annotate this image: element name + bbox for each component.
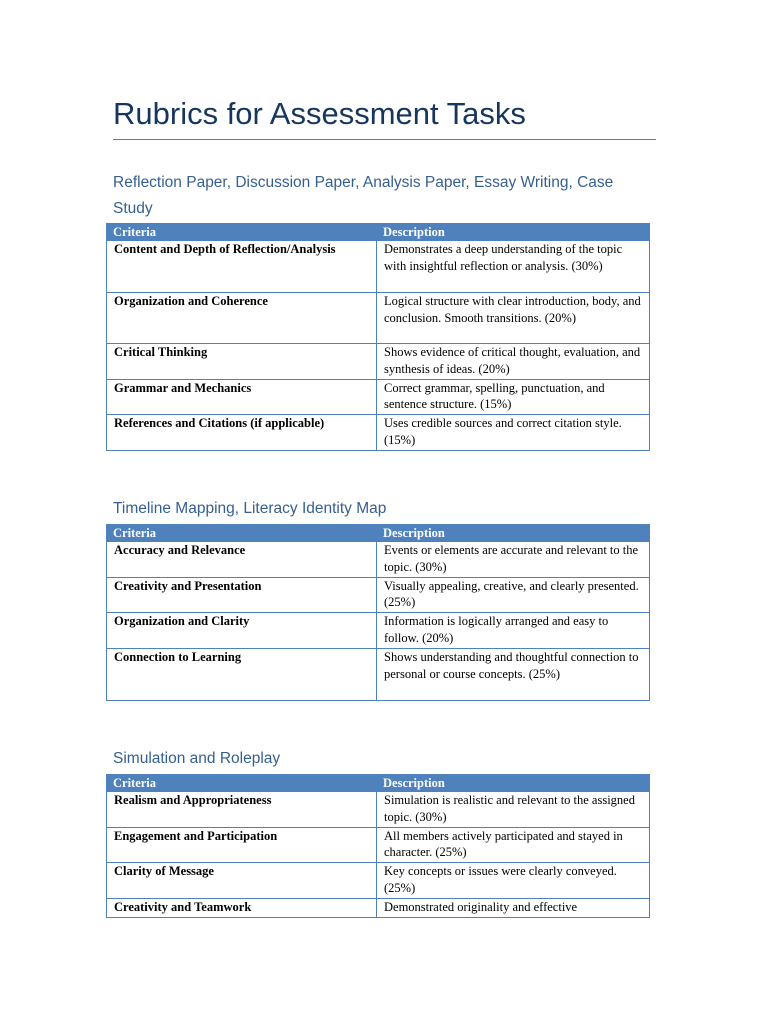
criteria-cell: Grammar and Mechanics <box>107 379 377 415</box>
title-divider <box>113 139 656 140</box>
table-row <box>107 863 650 899</box>
column-header-description: Description <box>377 775 650 792</box>
table-row <box>107 577 650 613</box>
table-row <box>107 415 650 451</box>
description-cell: All members actively participated and stayed in character. (25%) <box>377 827 650 863</box>
column-header-criteria: Criteria <box>107 775 377 792</box>
section-heading-reflection-paper: Reflection Paper, Discussion Paper, Analysis Paper, Essay Writing, Case Study <box>113 174 614 217</box>
description-cell: Visually appealing, creative, and clearly presented. (25%) <box>377 577 650 613</box>
description-cell: Shows understanding and thoughtful connection to personal or course concepts. (25%) <box>377 648 650 700</box>
criteria-cell: Connection to Learning <box>107 648 377 700</box>
criteria-cell: Accuracy and Relevance <box>107 542 377 578</box>
table-row <box>107 241 650 293</box>
description-cell: Key concepts or issues were clearly conveyed. (25%) <box>377 863 650 899</box>
description-cell: Correct grammar, spelling, punctuation, and sentence structure. (15%) <box>377 379 650 415</box>
criteria-cell: Engagement and Participation <box>107 827 377 863</box>
description-cell: Information is logically arranged and easy to follow. (20%) <box>377 613 650 649</box>
table-header-row <box>107 525 650 542</box>
table-row <box>107 542 650 578</box>
table-row <box>107 792 650 828</box>
description-cell: Demonstrates a deep understanding of the topic with insightful reflection or analysis. (30%) <box>377 241 650 293</box>
criteria-cell: Content and Depth of Reflection/Analysis <box>107 241 377 293</box>
description-cell: Simulation is realistic and relevant to the assigned topic. (30%) <box>377 792 650 828</box>
column-header-criteria: Criteria <box>107 224 377 241</box>
table-row <box>107 613 650 649</box>
column-header-description: Description <box>377 224 650 241</box>
table-header-row <box>107 224 650 241</box>
rubric-table-timeline-mapping <box>106 524 650 701</box>
rubric-table-reflection-paper <box>106 223 650 451</box>
criteria-cell: Realism and Appropriateness <box>107 792 377 828</box>
table-row <box>107 344 650 380</box>
description-cell: Events or elements are accurate and relevant to the topic. (30%) <box>377 542 650 578</box>
criteria-cell: Critical Thinking <box>107 344 377 380</box>
column-header-description: Description <box>377 525 650 542</box>
criteria-cell: Organization and Coherence <box>107 293 377 344</box>
criteria-cell: Creativity and Teamwork <box>107 898 377 917</box>
section-heading-timeline-mapping: Timeline Mapping, Literacy Identity Map <box>113 500 387 517</box>
criteria-cell: Creativity and Presentation <box>107 577 377 613</box>
rubric-table-simulation-roleplay <box>106 774 650 918</box>
table-header-row <box>107 775 650 792</box>
description-cell: Shows evidence of critical thought, evaluation, and synthesis of ideas. (20%) <box>377 344 650 380</box>
page-title: Rubrics for Assessment Tasks <box>113 96 526 131</box>
description-cell: Logical structure with clear introduction, body, and conclusion. Smooth transitions. (20%) <box>377 293 650 344</box>
table-row <box>107 293 650 344</box>
description-cell: Uses credible sources and correct citation style. (15%) <box>377 415 650 451</box>
section-heading-simulation-roleplay: Simulation and Roleplay <box>113 750 281 767</box>
criteria-cell: Clarity of Message <box>107 863 377 899</box>
description-cell: Demonstrated originality and effective <box>377 898 650 917</box>
table-row <box>107 379 650 415</box>
table-row <box>107 898 650 917</box>
criteria-cell: References and Citations (if applicable) <box>107 415 377 451</box>
criteria-cell: Organization and Clarity <box>107 613 377 649</box>
column-header-criteria: Criteria <box>107 525 377 542</box>
table-row <box>107 648 650 700</box>
table-row <box>107 827 650 863</box>
